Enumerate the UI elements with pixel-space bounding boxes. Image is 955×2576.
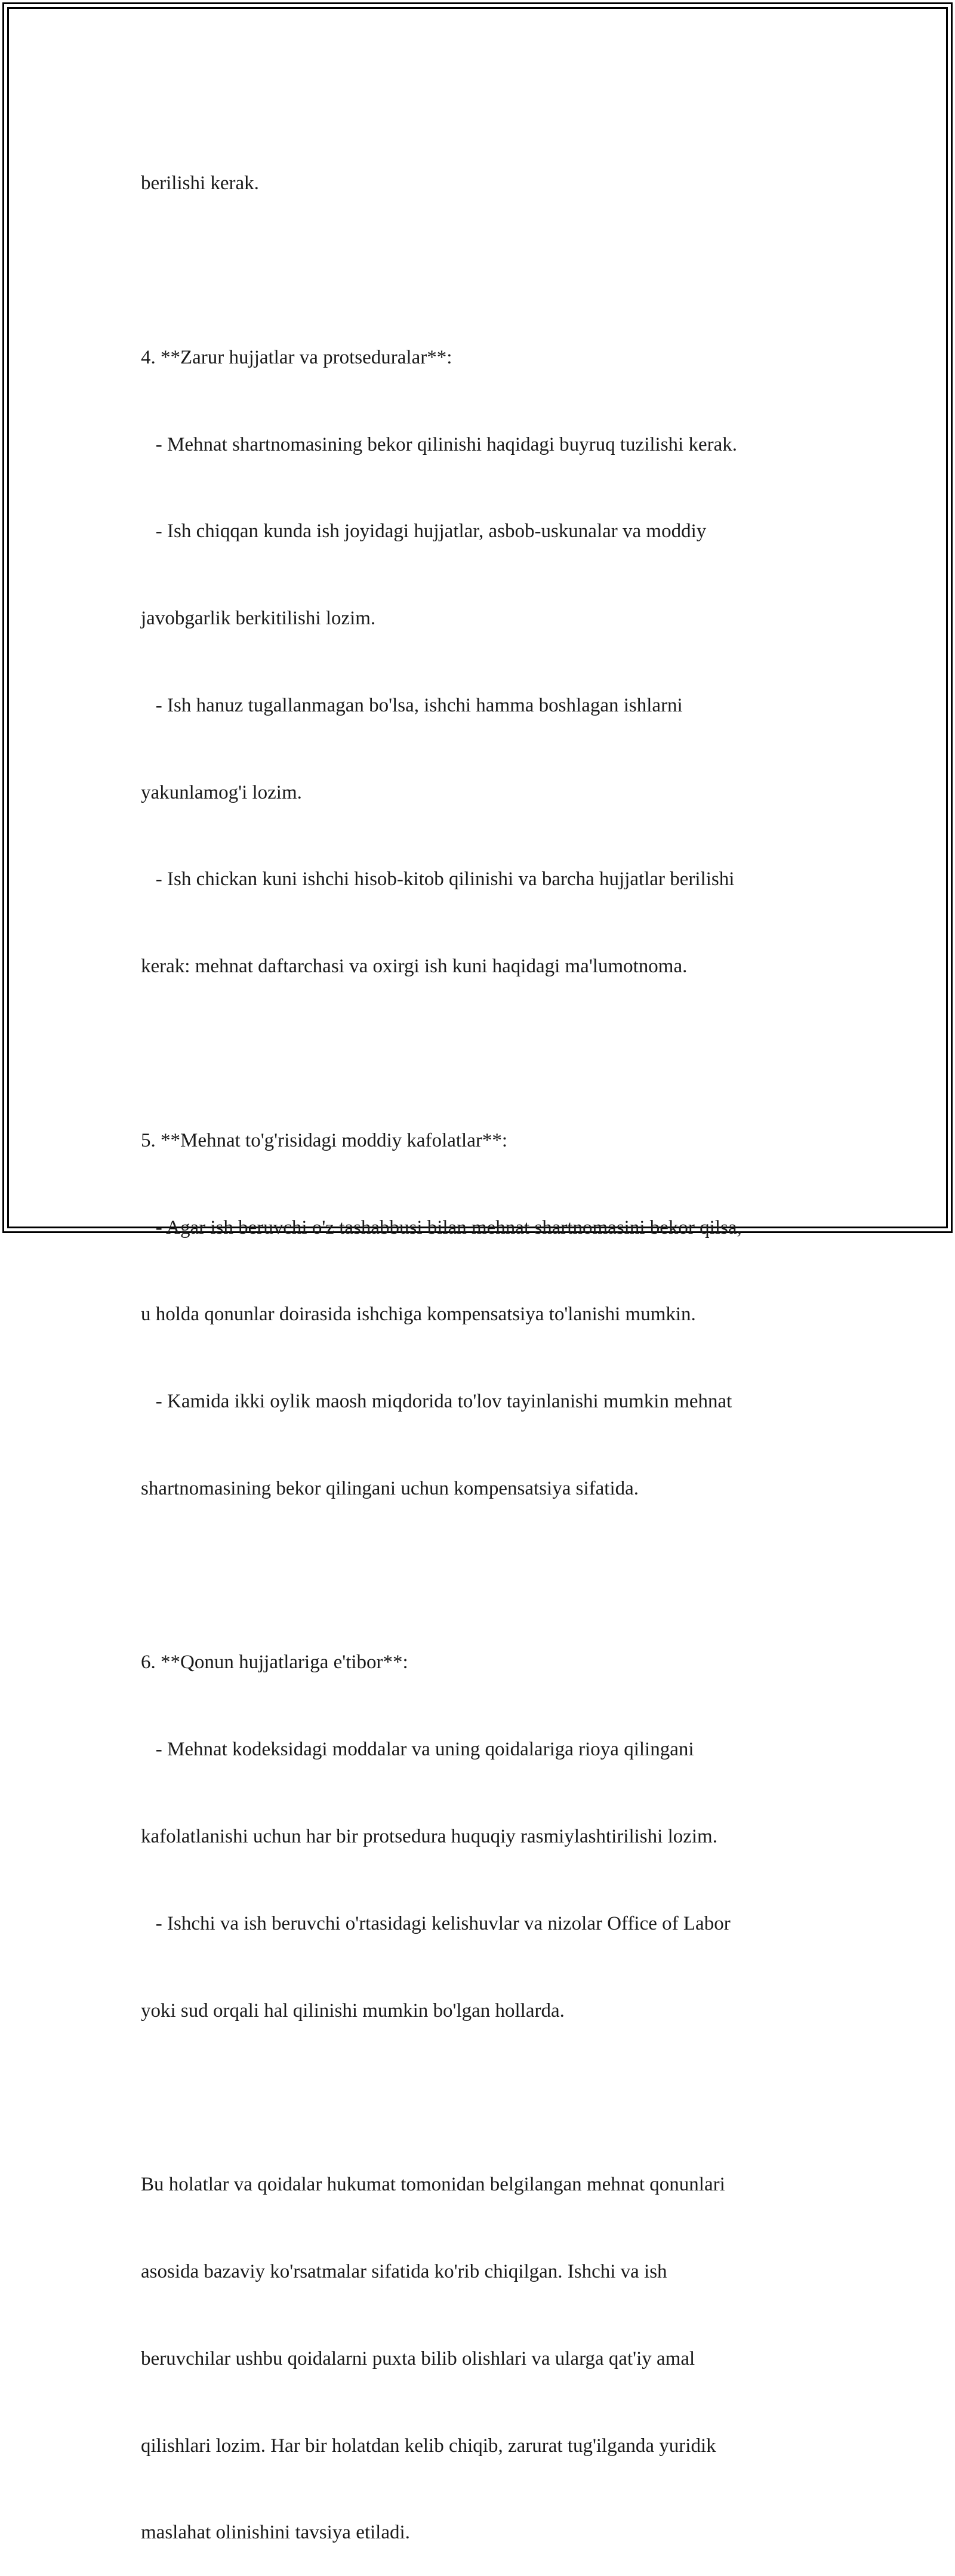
section-heading-6: 6. **Qonun hujjatlariga e'tibor**: xyxy=(141,1651,408,1674)
blank-line xyxy=(141,256,845,285)
text-line: yoki sud orqali hal qilinishi mumkin bo'lgan hollarda. xyxy=(141,1999,565,2022)
text-line: - Kamida ikki oylik maosh miqdorida to'lov tayinlanishi mumkin mehnat xyxy=(141,1391,732,1413)
section-heading-4: 4. **Zarur hujjatlar va protseduralar**: xyxy=(141,346,452,368)
text-line: yakunlamog'i lozim. xyxy=(141,781,302,803)
text-line: berilishi kerak. xyxy=(141,172,259,195)
text-line: - Agar ish beruvchi o'z tashabbusi bilan mehnat shartnomasini bekor qilsa, xyxy=(141,1216,742,1238)
text-line: shartnomasining bekor qilingani uchun kompensatsiya sifatida. xyxy=(141,1477,639,1499)
blank-line xyxy=(141,1561,845,1591)
text-line: kerak: mehnat daftarchasi va oxirgi ish kuni haqidagi ma'lumotnoma. xyxy=(141,956,688,978)
text-line: - Ish chickan kuni ishchi hisob-kitob qilinishi va barcha hujjatlar berilishi xyxy=(141,868,735,890)
conclusion-line: qilishlari lozim. Har bir holatdan kelib chiqib, zarurat tug'ilganda yuridik xyxy=(141,2435,716,2457)
text-line: javobgarlik berkitilishi lozim. xyxy=(141,608,376,630)
text-line: kafolatlanishi uchun har bir protsedura huquqiy rasmiylashtirilishi lozim. xyxy=(141,1826,717,1848)
conclusion-line: beruvchilar ushbu qoidalarni puxta bilib olishlari va ularga qat'iy amal xyxy=(141,2347,695,2369)
document-body xyxy=(141,111,845,2576)
section-heading-5: 5. **Mehnat to'g'risidagi moddiy kafolatlar**: xyxy=(141,1129,508,1151)
conclusion-line: asosida bazaviy ko'rsatmalar sifatida ko'rib chiqilgan. Ishchi va ish xyxy=(141,2260,667,2282)
text-line: - Ish chiqqan kunda ish joyidagi hujjatlar, asbob-uskunalar va moddiy xyxy=(141,520,707,543)
text-line: - Ish hanuz tugallanmagan bo'lsa, ishchi hamma boshlagan ishlarni xyxy=(141,694,683,716)
text-line: u holda qonunlar doirasida ishchiga kompensatsiya to'lanishi mumkin. xyxy=(141,1304,696,1326)
text-line: - Mehnat shartnomasining bekor qilinishi haqidagi buyruq tuzilishi kerak. xyxy=(141,433,737,455)
text-line: - Mehnat kodeksidagi moddalar va uning qoidalariga rioya qilingani xyxy=(141,1739,694,1761)
conclusion-line: maslahat olinishini tavsiya etiladi. xyxy=(141,2522,410,2544)
text-line: - Ishchi va ish beruvchi o'rtasidagi kelishuvlar va nizolar Office of Labor xyxy=(141,1912,731,1934)
blank-line xyxy=(141,2083,845,2112)
conclusion-line: Bu holatlar va qoidalar hukumat tomonidan belgilangan mehnat qonunlari xyxy=(141,2174,725,2196)
blank-line xyxy=(141,1039,845,1068)
